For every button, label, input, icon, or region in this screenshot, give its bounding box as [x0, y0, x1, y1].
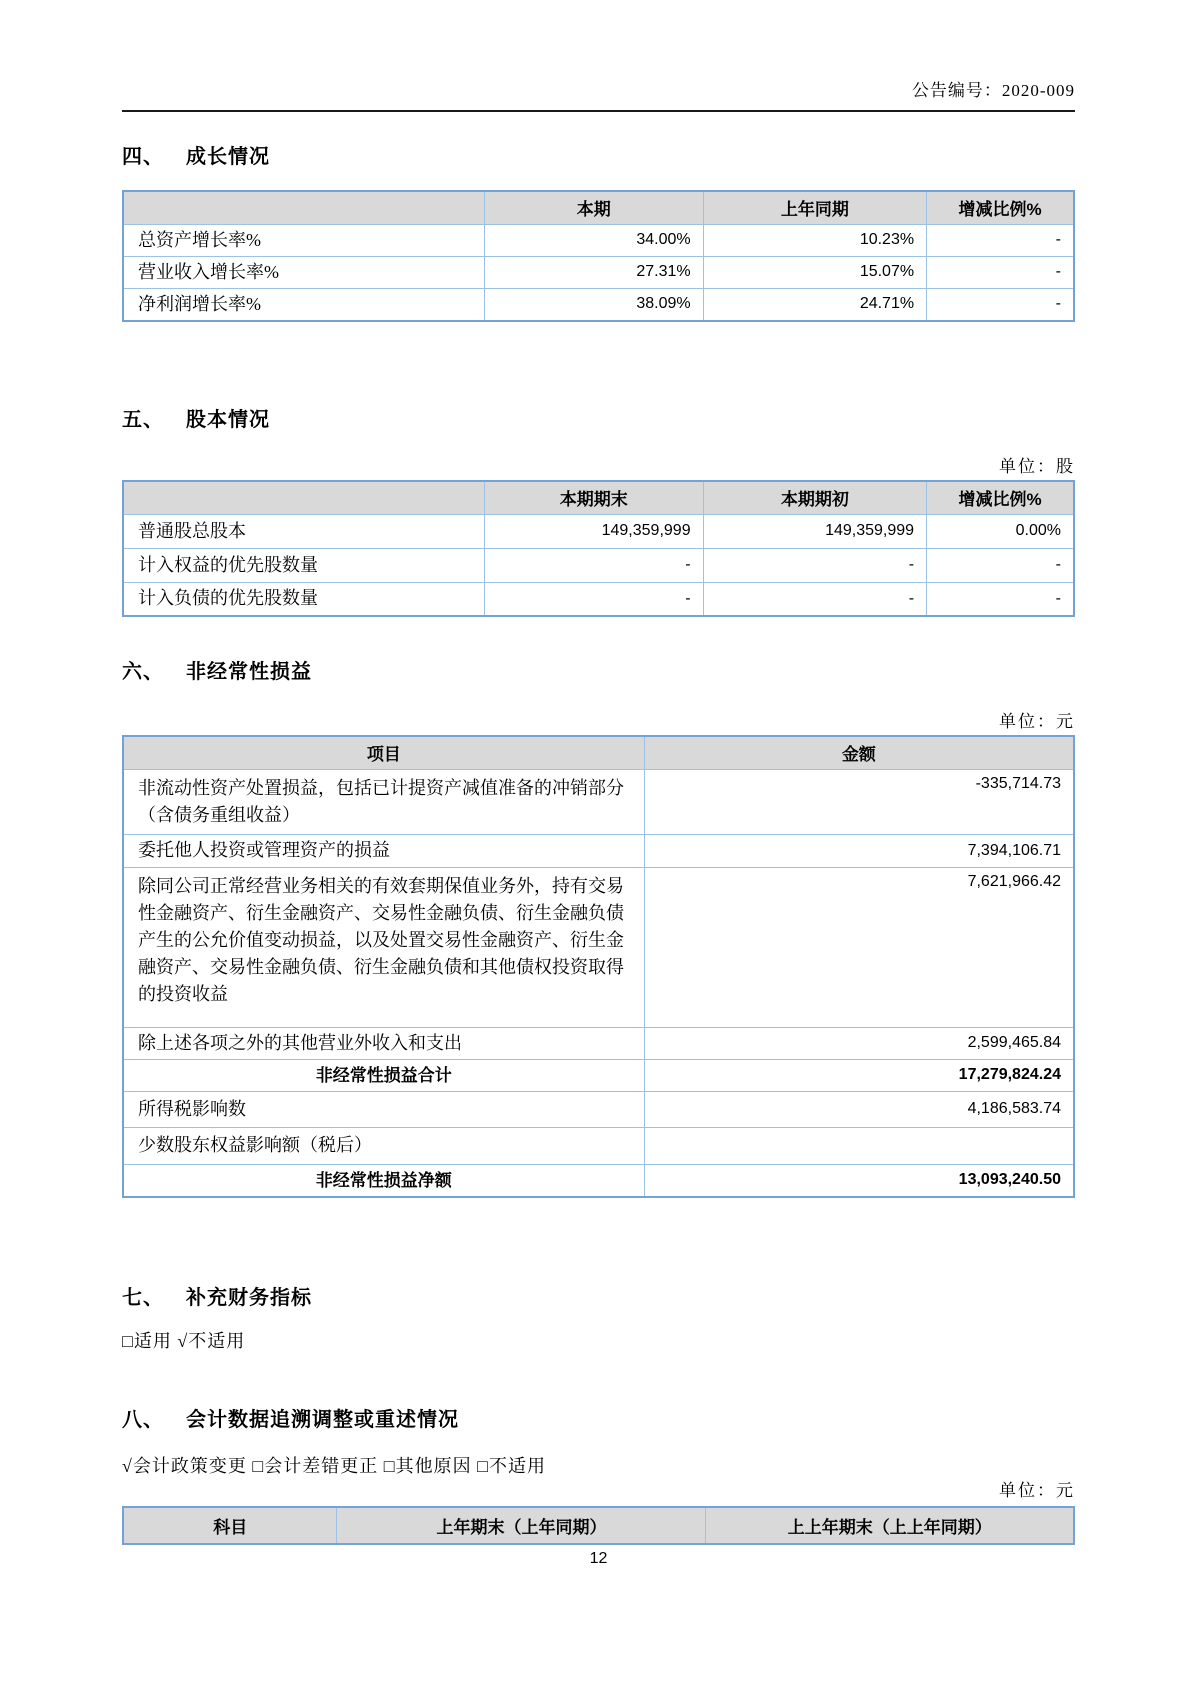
section-title: 补充财务指标 — [186, 1287, 312, 1309]
table-row — [123, 834, 1074, 867]
col-header: 本期期末 — [484, 481, 703, 514]
cell-value: 13,093,240.50 — [644, 1164, 1074, 1197]
col-header: 上年期末（上年同期） — [337, 1507, 706, 1544]
cell-value: 4,186,583.74 — [644, 1091, 1074, 1127]
cell-value: - — [927, 582, 1074, 616]
doc-number: 公告编号：2020-009 — [911, 81, 1075, 100]
cell-value: - — [927, 288, 1074, 321]
cell-value: -335,714.73 — [644, 769, 1074, 834]
cell-value: - — [927, 256, 1074, 288]
unit-label: 单位：股 — [999, 457, 1075, 476]
unit-label: 单位：元 — [999, 1481, 1075, 1500]
cell-value: 15.07% — [703, 256, 926, 288]
header-rule — [122, 110, 1075, 112]
share-capital-table — [122, 480, 1075, 617]
table-row — [123, 582, 1074, 616]
cell-value: - — [703, 548, 926, 582]
cell-value: - — [484, 548, 703, 582]
row-label: 非经常性损益合计 — [123, 1059, 644, 1091]
cell-value: 149,359,999 — [484, 514, 703, 548]
table-row — [123, 224, 1074, 256]
row-label: 普通股总股本 — [123, 514, 484, 548]
col-header — [123, 191, 484, 224]
cell-value: 7,394,106.71 — [644, 834, 1074, 867]
table-row — [123, 548, 1074, 582]
cell-value: 17,279,824.24 — [644, 1059, 1074, 1091]
page-number: 12 — [589, 1550, 608, 1567]
table-header-row — [123, 481, 1074, 514]
unit-label: 单位：元 — [999, 712, 1075, 731]
section-number: 八、 — [122, 1409, 164, 1431]
section-heading-non-recurring — [122, 655, 312, 684]
table-row — [123, 1027, 1074, 1059]
section-number: 四、 — [122, 146, 164, 168]
restatement-table — [122, 1506, 1075, 1545]
section-title: 股本情况 — [186, 409, 270, 431]
col-header: 本期 — [484, 191, 703, 224]
table-row — [123, 1127, 1074, 1164]
cell-value: 0.00% — [927, 514, 1074, 548]
col-header: 上年同期 — [703, 191, 926, 224]
row-label: 少数股东权益影响额（税后） — [123, 1127, 644, 1164]
section-heading-supplementary — [122, 1281, 312, 1310]
cell-value: 149,359,999 — [703, 514, 926, 548]
table-row — [123, 769, 1074, 834]
cell-value: - — [927, 548, 1074, 582]
row-label: 所得税影响数 — [123, 1091, 644, 1127]
table-row — [123, 1091, 1074, 1127]
section-number: 六、 — [122, 661, 164, 683]
table-header-row — [123, 736, 1074, 769]
col-header — [123, 481, 484, 514]
col-header: 项目 — [123, 736, 644, 769]
non-recurring-table — [122, 735, 1075, 1198]
col-header: 增减比例% — [927, 191, 1074, 224]
row-label: 非经常性损益净额 — [123, 1164, 644, 1197]
col-header: 增减比例% — [927, 481, 1074, 514]
col-header: 上上年期末（上上年同期） — [706, 1507, 1074, 1544]
cell-value: - — [703, 582, 926, 616]
table-total-row — [123, 1059, 1074, 1091]
cell-value: 2,599,465.84 — [644, 1027, 1074, 1059]
row-label: 计入负债的优先股数量 — [123, 582, 484, 616]
col-header: 本期期初 — [703, 481, 926, 514]
row-label: 营业收入增长率% — [123, 256, 484, 288]
table-row — [123, 867, 1074, 1027]
row-label: 非流动性资产处置损益，包括已计提资产减值准备的冲销部分（含债务重组收益） — [123, 769, 644, 834]
section-number: 五、 — [122, 409, 164, 431]
row-label: 净利润增长率% — [123, 288, 484, 321]
growth-table — [122, 190, 1075, 322]
col-header: 金额 — [644, 736, 1074, 769]
section-heading-growth — [122, 140, 270, 169]
row-label: 总资产增长率% — [123, 224, 484, 256]
row-label: 除同公司正常经营业务相关的有效套期保值业务外，持有交易性金融资产、衍生金融资产、交易性金融负债、衍生金融负债产生的公允价值变动损益，以及处置交易性金融资产、衍生金融资产、交易性金融负债、衍生金融负债和其他债权投资取得的投资收益 — [123, 867, 644, 1027]
table-row — [123, 256, 1074, 288]
cell-value: 7,621,966.42 — [644, 867, 1074, 1027]
section-number: 七、 — [122, 1287, 164, 1309]
cell-value: 24.71% — [703, 288, 926, 321]
section-title: 成长情况 — [186, 146, 270, 168]
cell-value: 38.09% — [484, 288, 703, 321]
row-label: 除上述各项之外的其他营业外收入和支出 — [123, 1027, 644, 1059]
applicability-checkboxes: □适用 √不适用 — [122, 1331, 246, 1351]
section-heading-share-capital — [122, 403, 270, 432]
table-row — [123, 288, 1074, 321]
table-row — [123, 514, 1074, 548]
col-header: 科目 — [123, 1507, 337, 1544]
table-header-row — [123, 1507, 1074, 1544]
section-title: 会计数据追溯调整或重述情况 — [186, 1409, 459, 1431]
section-title: 非经常性损益 — [186, 661, 312, 683]
cell-value — [644, 1127, 1074, 1164]
row-label: 计入权益的优先股数量 — [123, 548, 484, 582]
restatement-option-checkboxes: √会计政策变更 □会计差错更正 □其他原因 □不适用 — [122, 1456, 546, 1476]
cell-value: - — [927, 224, 1074, 256]
cell-value: - — [484, 582, 703, 616]
section-heading-restatement — [122, 1403, 459, 1432]
cell-value: 10.23% — [703, 224, 926, 256]
table-header-row — [123, 191, 1074, 224]
table-total-row — [123, 1164, 1074, 1197]
cell-value: 34.00% — [484, 224, 703, 256]
row-label: 委托他人投资或管理资产的损益 — [123, 834, 644, 867]
cell-value: 27.31% — [484, 256, 703, 288]
